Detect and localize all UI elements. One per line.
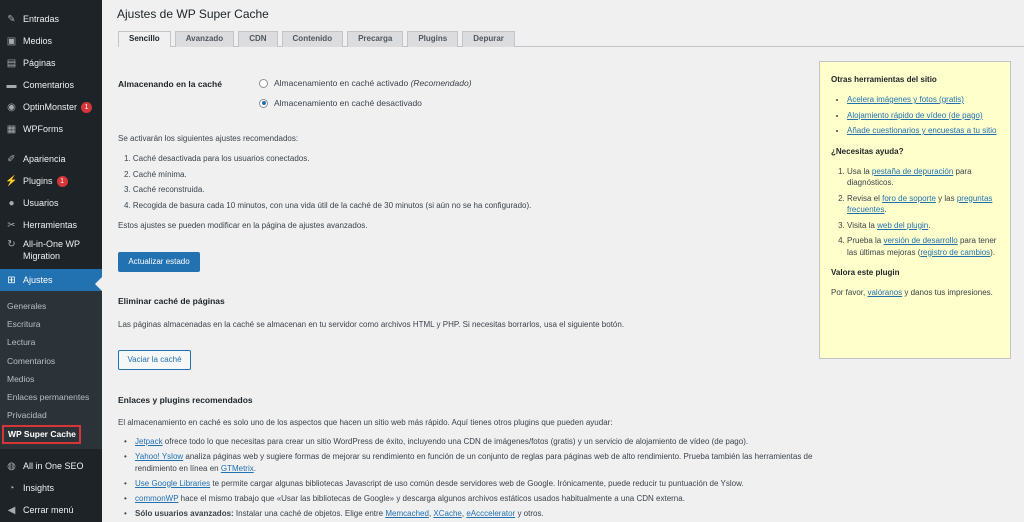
empty-cache-button[interactable]: Vaciar la caché [118,350,191,370]
sidebar-item-label: Cerrar menú [23,505,74,516]
sidebar-item-label: Ajustes [23,275,53,285]
sidebar-item-label: Páginas [23,58,56,68]
tab-contenido[interactable]: Contenido [282,31,344,47]
sidebar-item-herramientas[interactable] [0,214,102,236]
changelog-link[interactable]: registro de cambios [920,247,991,257]
submenu-item-enlaces-permanentes[interactable]: Enlaces permanentes [7,391,90,402]
sidebar-item-label: All-in-One WP Migration [23,239,80,261]
tools-heading: Otras herramientas del sitio [831,75,937,84]
tool-link[interactable]: Alojamiento rápido de vídeo (de pago) [847,110,983,120]
plugins-icon: ⚡ [5,175,18,187]
collapse-icon: ◀ [7,504,16,516]
page-title: Ajustes de WP Super Cache [117,7,269,21]
update-count-badge: 1 [57,176,68,187]
sidebar-item-label: Medios [23,36,53,46]
caching-on-option[interactable] [259,78,472,88]
eaccelerator-link[interactable]: eAcccelerator [466,508,516,518]
caching-off-label: Almacenamiento en caché desactivado [274,98,422,108]
sidebar-item-entradas[interactable] [0,8,102,30]
xcache-link[interactable]: XCache [433,508,462,518]
recommended-plugins-list [124,436,814,522]
submenu-item-escritura[interactable]: Escritura [7,319,41,330]
tab-plugins[interactable]: Plugins [407,31,458,47]
tab-depurar[interactable]: Depurar [462,31,515,47]
list-item: • commonWP hace el mismo trabajo que «Usar las bibliotecas de Google» y descarga algunos archivos estáticos usados habitualmente a una CDN externa. [124,493,814,505]
tools-list [847,94,999,137]
plugin-website-link[interactable]: web del plugin [877,220,929,230]
settings-icon: ⊞ [7,274,16,286]
sidebar-item-label: Comentarios [23,80,75,90]
support-forum-link[interactable]: foro de soporte [882,193,936,203]
links-intro: El almacenamiento en caché es solo uno de los aspectos que hacen un sitio web más rápido. Aquí tienes otros plugins que pueden ayudar: [118,418,613,427]
appearance-icon: ✐ [7,153,16,165]
tool-link[interactable]: Acelera imágenes y fotos (gratis) [847,95,964,104]
jetpack-link[interactable]: Jetpack [135,437,163,446]
caching-on-radio[interactable] [259,79,268,88]
sidebar-item-label: All in One SEO [23,461,84,472]
insights-icon: ◔ [8,482,15,494]
list-item: • Sólo usuarios avanzados: Instalar una caché de objetos. Elige entre Memcached, XCache, eAcccelerator y otros. [124,508,814,520]
delete-cache-text: Las páginas almacenadas en la caché se almacenan en tu servidor como archivos HTML y PHP. Si necesitas borrarlos, usa el siguiente botón. [118,320,625,329]
sidebar-item-plugins[interactable] [0,170,102,192]
pages-icon: ▤ [6,57,17,69]
sidebar-item-all-in-one-seo[interactable] [0,455,102,477]
recommended-intro: Se activarán los siguientes ajustes recomendados: [118,134,299,143]
sidebar-item-comentarios[interactable] [0,74,102,96]
yslow-link[interactable]: Yahoo! Yslow [135,452,184,461]
list-item: 4. Prueba la versión de desarrollo para tener las últimas mejoras (registro de cambios). [847,235,999,258]
list-item: 1. Caché desactivada para los usuarios conectados. [124,154,310,163]
tab-avanzado[interactable]: Avanzado [175,31,235,47]
caching-on-note: (Recomendado) [410,78,472,88]
rate-link[interactable]: valóranos [867,288,903,297]
dev-version-link[interactable]: versión de desarrollo [883,236,958,245]
sidebar-item-insights[interactable] [0,477,102,499]
gtmetrix-link[interactable]: GTMetrix [220,463,254,473]
sidebar-item-label: WPForms [23,124,63,134]
users-icon: ● [8,197,15,209]
settings-tabs [118,31,519,47]
sidebar-item-label: OptinMonster [23,102,78,112]
memcached-link[interactable]: Memcached [385,508,429,518]
tools-icon: ✂ [7,219,16,231]
debug-tab-link[interactable]: pestaña de depuración [871,166,954,176]
sidebar-item-usuarios[interactable] [0,192,102,214]
list-item: 2. Caché mínima. [124,169,187,179]
settings-submenu [0,291,102,449]
list-item: 3. Visita la web del plugin. [847,220,999,232]
sidebar-item-wpforms[interactable] [0,118,102,140]
caching-off-option[interactable] [259,98,422,108]
tab-cdn[interactable]: CDN [238,31,277,47]
list-item: 4. Recogida de basura cada 10 minutos, con una vida útil de la caché de 30 minutos (si aún no se ha configurado). [124,200,532,210]
help-heading: ¿Necesitas ayuda? [831,146,904,156]
sidebar-item-paginas[interactable] [0,52,102,74]
submenu-item-comentarios[interactable]: Comentarios [7,355,56,366]
delete-cache-heading: Eliminar caché de páginas [118,296,225,306]
update-status-button[interactable]: Actualizar estado [118,252,200,272]
sidebar-item-all-in-one-wp-migration[interactable] [0,236,102,264]
submenu-item-privacidad[interactable]: Privacidad [7,410,47,421]
commonwp-link[interactable]: commonWP [135,493,179,503]
rate-text: Por favor, valóranos y danos tus impresiones. [831,288,993,297]
comments-icon: ▬ [6,79,17,91]
list-item: 2. Revisa el foro de soporte y las preguntas frecuentes. [847,193,999,216]
sidebar-item-label: Plugins [23,176,53,186]
seo-icon: ◍ [7,460,16,472]
tab-sencillo[interactable]: Sencillo [118,31,171,47]
list-item: • Use Google Libraries te permite cargar algunas bibliotecas Javascript de uso común desde servidores web de Google. Irónicamente, puede reducir tu puntuación de Yslow. [124,478,814,490]
list-item [847,110,999,122]
submenu-item-generales[interactable]: Generales [7,301,47,311]
admin-sidebar [0,0,102,522]
sidebar-item-label: Usuarios [23,198,59,208]
tools-sidebar-box [819,61,1011,359]
google-libraries-link[interactable]: Use Google Libraries [135,478,211,488]
sidebar-item-optinmonster[interactable] [0,96,102,118]
caching-label: Almacenando en la caché [118,79,222,89]
list-item: 1. Usa la pestaña de depuración para diagnósticos. [847,166,999,189]
list-item: • Jetpack ofrece todo lo que necesitas para crear un sitio WordPress de éxito, incluyendo una CDN de imágenes/fotos (gratis) y un servicio de alojamiento de vídeo (de pago). [124,436,814,448]
submenu-item-wp-super-cache[interactable]: WP Super Cache [2,425,81,444]
main-content [102,0,1024,522]
media-icon: ▣ [6,35,17,47]
faq-link[interactable]: preguntas frecuentes [847,193,993,214]
sidebar-item-label: Entradas [23,14,60,24]
migration-icon: ↻ [7,238,16,250]
update-count-badge: 1 [81,102,92,113]
rate-heading: Valora este plugin [831,268,900,277]
sidebar-item-label: Herramientas [23,220,78,230]
caching-on-label: Almacenamiento en caché activado [274,78,409,88]
wpforms-icon: ▦ [6,123,17,135]
list-item: • Yahoo! Yslow analiza páginas web y sugiere formas de mejorar su rendimiento en función de un conjunto de reglas para páginas web de alto rendimiento. Prueba también las herramientas de rendimiento en línea en GTMetrix. [124,451,814,474]
submenu-item-medios[interactable]: Medios [7,373,35,384]
sidebar-item-label: Insights [23,483,55,494]
list-item [847,125,999,137]
pin-icon: ✎ [7,13,16,25]
recommended-list [124,154,531,216]
tab-precarga[interactable]: Precarga [347,31,403,47]
sidebar-item-apariencia[interactable] [0,148,102,170]
links-heading: Enlaces y plugins recomendados [118,395,253,405]
advanced-note: Estos ajustes se pueden modificar en la página de ajustes avanzados. [118,221,368,230]
caching-off-radio[interactable] [259,99,268,108]
sidebar-item-medios[interactable] [0,30,102,52]
tool-link[interactable]: Añade cuestionarios y encuestas a tu sitio [847,126,997,135]
optinmonster-icon: ◉ [7,101,16,113]
submenu-item-lectura[interactable]: Lectura [7,337,36,348]
sidebar-item-label: Apariencia [23,154,66,164]
list-item: 3. Caché reconstruida. [124,185,205,194]
help-list [847,166,999,259]
list-item [847,94,999,106]
sidebar-item-cerrar-menu[interactable] [0,499,102,521]
sidebar-item-ajustes[interactable] [0,269,102,291]
